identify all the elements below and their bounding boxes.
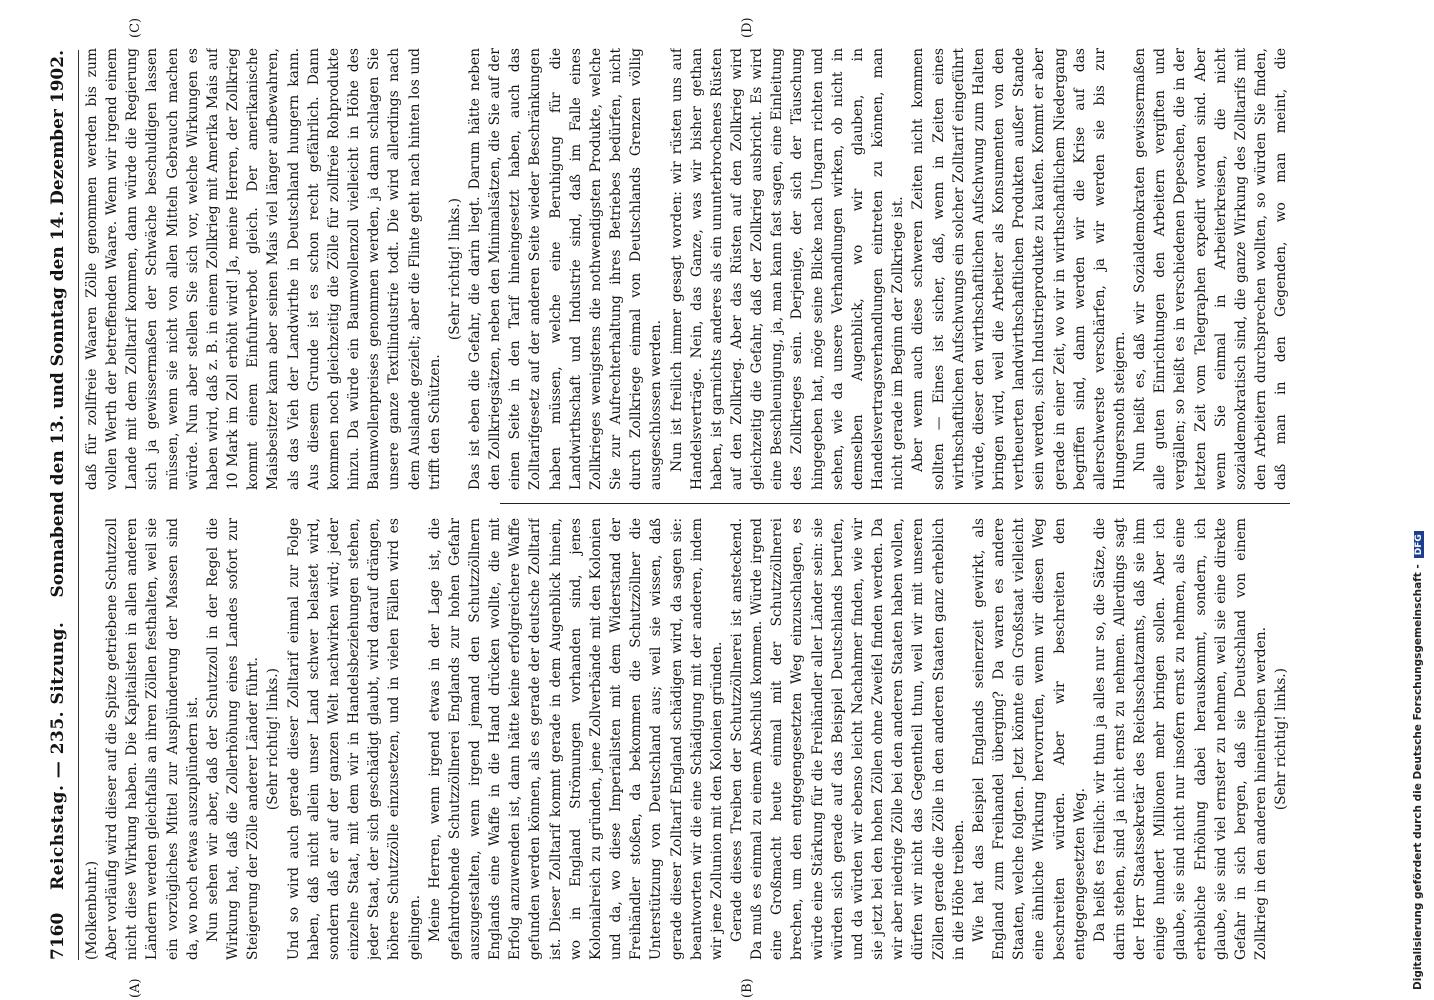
dfg-logo: DFG	[1414, 531, 1424, 558]
page-number: 7160	[48, 912, 68, 960]
margin-mark-d: (D)	[740, 17, 755, 38]
running-header	[48, 50, 74, 960]
paragraph: Nun ist freilich immer gesagt worden: wir rüsten uns auf Handelsverträge. Nein, das Ganze, was wir bisher gethan haben, ist garnichts anderes als ein ununterbrochenes Rüsten auf den Zollkrieg. Aber das Rüsten auf den Zollkrieg wird gleichzeitig die Gefahr, daß der Zollkrieg ausbricht. Es wird eine Beschleunigung, ja, man kann fast sagen, eine Einleitung des Zollkrieges sein. Derjenige, der sich der Täuschung hingegeben hat, möge seine Blicke nach Ungarn richten und sehen, wie da unsere Verhandlungen wirken, ob nicht in demselben Augenblick, wo wir glauben, in Handelsvertragsverhandlungen eintreten zu können, man nicht gerade im Beginn der Zollkriege ist.	[668, 48, 907, 490]
paragraph: Das ist eben die Gefahr, die darin liegt. Darum hätte neben den Zollkriegsätzen, neben den Minimalsätzen, die Sie auf der einen Seite in den Tarif hineingesetzt haben, auch das Zolltarifgesetz auf der anderen Seite wieder Beschränkungen haben müssen, welche eine Beruhigung für die Landwirthschaft und Industrie sind, daß im Falle eines Zollkrieges wenigstens die nothwendigsten Produkte, welche Sie zur Aufrechterhaltung ihres Betriebes bedürfen, nicht durch Zollkriege einmal von Deutschlands Grenzen völlig ausgeschlossen werden.	[466, 48, 665, 490]
paragraph: Meine Herren, wenn irgend etwas in der Lage ist, die gefahrdrohende Schutzzöllnerei Englands zur hohen Gefahr auszugestalten, wenn irgend jemand den Schutzzöllnern Englands eine Waffe in die Hand drücken wollte, die mit Erfolg anzuwenden ist, dann hätte keine erfolgreichere Waffe gefunden werden können, als es gerade der deutsche Zolltarif ist. Dieser Zolltarif kommt gerade in dem Augenblick hinein, wo in England Strömungen vorhanden sind, jenes Kolonialreich zu gründen, jene Zollverbände mit den Kolonien und da, wo diese Imperialisten mit dem Widerstand der Freihändler stoßen, da bekommen die Schutzzöllner die Unterstützung von Deutschland aus; weil sie wissen, daß gerade dieser Zolltarif England schädigen wird, da sagen sie: beantworten wir die eine Schädigung mit der anderen, indem wir jene Zollunion mit den Kolonien gründen.	[426, 518, 725, 960]
margin-mark-c: (C)	[128, 17, 143, 38]
right-text-column	[82, 48, 1292, 490]
paragraph: Gerade dieses Treiben der Schutzzöllnerei ist ansteckend. Da muß es einmal zu einem Abschluß kommen. Würde irgend eine Großmacht heute einmal mit der Schutzzöllnerei brechen, um den entgegengesetzten Weg einzuschlagen, es würde eine Stärkung für die Freihändler aller Länder sein: sie würden sich gerade auf das Beispiel Deutschlands berufen, und da würden wir ebenso leicht Nachahmer finden, wie wir sie jetzt bei den hohen Zöllen ohne Zweifel finden werden. Da wir aber niedrige Zölle bei den anderen Staaten haben wollen, dürfen wir nicht das Gegentheil thun, weil wir mit unseren Zöllen gerade die Zölle in den anderen Staaten ganz erheblich in die Höhe treiben.	[729, 518, 967, 960]
paragraph: (Molkenbuhr.)	[84, 860, 100, 960]
paragraph	[1291, 518, 1292, 960]
paragraph: Da heißt es freilich: wir thun ja alles nur so, die Sätze, die darin stehen, sind ja nicht ernst zu nehmen. Allerdings sagt der Herr Staatssekretär des Reichsschatzamts, daß sie ihm einige hundert Millionen mehr bringen sollen. Aber ich glaube, sie sind nicht nur insofern ernst zu nehmen, als eine erhebliche Erhöhung dabei herauskommt, sondern, ich glaube, sie sind viel ernster zu nehmen, weil sie eine direkte Gefahr in sich bergen, daß sie Deutschland von einem Zollkrieg in den anderen hineintreiben werden.	[1091, 518, 1270, 960]
header-rule	[78, 50, 79, 960]
paragraph: daß für zollfreie Waaren Zölle genommen werden bis zum vollen Werth der betreffenden Waare. Wenn wir irgend einem Lande mit dem Zolltarif kommen, dann würde die Regierung sich ja gewissermaßen der Schwäche beschuldigen lassen müssen, wenn sie nicht von allen Mitteln Gebrauch machen würde. Nun aber stellen Sie sich vor, welche Wirkungen es haben wird, daß z. B. in einem Zollkrieg mit Amerika Mais auf 10 Mark im Zoll erhöht wird! Ja, meine Herren, der Zollkrieg kommt einem Einfuhrverbot gleich. Der amerikanische Maisbesitzer kann aber seinen Mais viel länger aufbewahren, als das Vieh der Landwirthe in Deutschland hungern kann. Aus diesem Grunde ist es schon recht gefährlich. Dann kommen noch gleichzeitig die Zölle für zollfreie Rohprodukte hinzu. Da würde ein Baumwollenzoll vielleicht in Höhe des Baumwollenpreises genommen werden, ja dann schlagen Sie unsere ganze Textilindustrie todt. Die wird allerdings nach dem Auslande gezielt; aber die Flinte geht nach hinten los und trifft den Schützen.	[84, 48, 443, 490]
credit-text: Digitalisierung gefördert durch die Deutsche Forschungsgemeinschaft -	[1412, 564, 1424, 990]
paragraph: Aber wenn auch diese schweren Zeiten nicht kommen sollten — Eines ist sicher, daß, wenn in Zeiten eines wirthschaftlichen Aufschwungs ein solcher Zolltarif eingeführt würde, dieser den wirthschaftlichen Aufschwung zum Halten bringen wird, weil die Arbeiter als Konsumenten von den vertheuerten landwirthschaftlichen Produkten außer Stande sein werden, sich Industrieprodukte zu kaufen. Kommt er aber gerade in einer Zeit, wo wir in wirthschaftlichem Niedergang begriffen sind, dann werden wir die Krise auf das allerschwerste verschärfen, ja wir werden sie bis zur Hungersnoth steigern.	[910, 48, 1128, 490]
paragraph: Aber vorläufig wird dieser auf die Spitze getriebene Schutzzoll nicht diese Wirkung haben. Die Kapitalisten in allen anderen Ländern werden gleichfalls an ihren Zöllen festhalten, weil sie ein vorzügliches Mittel zur Ausplünderung der Massen sind da, wo noch etwas auszuplündern ist.	[104, 518, 201, 960]
paragraph: Nun sehen wir aber, daß der Schutzzoll in der Regel die Wirkung hat, daß die Zollerhöhung eines Landes sofort zur Steigerung der Zölle anderer Länder führt.	[204, 518, 262, 960]
paragraph: Nun heißt es, daß wir Sozialdemokraten gewissermaßen alle guten Einrichtungen den Arbeitern vergiften und vergällen; so heißt es in verschiedenen Depeschen, die in der letzten Zeit vom Telegraphen expedirt worden sind. Aber wenn Sie einmal in Arbeiterkreisen, die nicht sozialdemokratisch sind, die ganze Wirkung des Zolltarifs mit den Arbeitern durchsprechen wollten, so würden Sie finden, daß man in den Gegenden, wo man meint, die	[1132, 48, 1290, 490]
margin-mark-a: (A)	[128, 978, 143, 998]
paragraph: (Sehr richtig! links.)	[446, 197, 463, 341]
column-divider	[500, 503, 1290, 504]
margin-mark-b: (B)	[740, 978, 755, 998]
paragraph: (Sehr richtig! links.)	[1273, 667, 1290, 811]
paragraph: Und so wird auch gerade dieser Zolltarif einmal zur Folge haben, daß nicht allein unser Land schwer belastet wird, sondern daß er auf der ganzen Welt nachwirken wird; jeder einzelne Staat, mit dem wir in Handelsbeziehungen stehen, jeder Staat, der sich geschädigt glaubt, wird darauf drängen, höhere Schutzzölle einzusetzen, und in vielen Fällen wird es gelingen.	[285, 518, 423, 960]
digitization-credit	[1412, 10, 1428, 990]
left-text-column	[82, 518, 1292, 960]
paragraph: (Sehr richtig! links.)	[265, 667, 282, 811]
paragraph: Wie hat das Beispiel Englands seinerzeit gewirkt, als England zum Freihandel überging? Da waren es andere Staaten, welche folgten. Jetzt könnte ein Großstaat vielleicht eine ähnliche Wirkung hervorrufen, wenn wir diesen Weg beschreiten würden. Aber wir beschreiten den entgegengesetzten Weg.	[970, 518, 1088, 960]
chamber-session: Reichstag. — 235. Sitzung.	[48, 621, 68, 890]
session-date: Sonnabend den 13. und Sonntag den 14. Dezember 1902.	[48, 50, 68, 598]
